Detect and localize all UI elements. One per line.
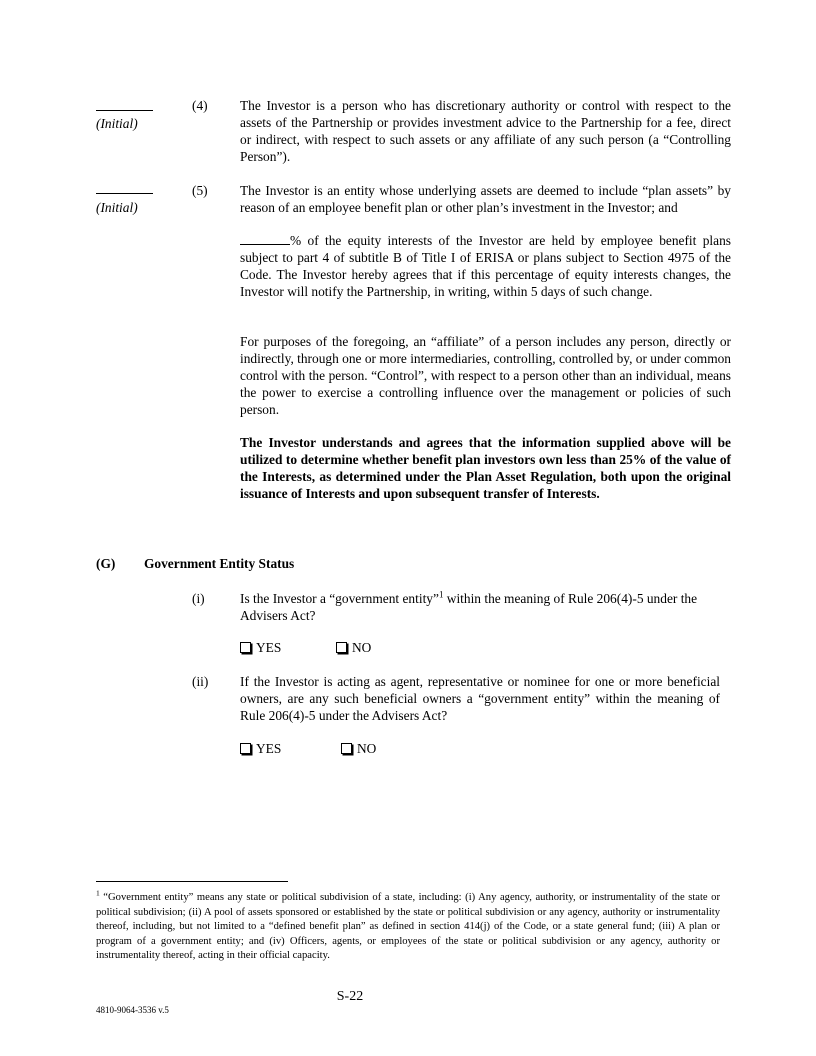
section-letter: (G) (96, 556, 116, 571)
footnote-text: “Government entity” means any state or political subdivision of a state, including: (i) Any agency, authority, or instrumentality of the state or political subdivision; (ii) A pool of assets sponsored or established by the state or political subdivision or any agency, authority or instrumentality thereof, including, but not limited to a “defined benefit plan” as defined in section 414(j) of the Code, or a state general fund; (iii) A plan or program of a government entity; and (iv) Officers, agents, or employees of the state or political subdivision or any agency, authority or instrumentality thereof, acting in their official capacity. (96, 892, 720, 961)
section-title: Government Entity Status (144, 556, 295, 571)
initial-line-5[interactable] (96, 193, 153, 194)
question-i-text-after: within the meaning of Rule 206(4)-5 under the Advisers Act? (240, 591, 698, 623)
equity-percentage-paragraph (240, 232, 731, 300)
question-ii-text: If the Investor is acting as agent, representative or nominee for one or more beneficial owners, are any such beneficial owners a “government entity” within the meaning of Rule 206(4)-5 under the Advisers Act? (240, 674, 720, 723)
footnote (96, 888, 720, 964)
checkbox-icon[interactable] (240, 743, 251, 754)
item-4-text: The Investor is a person who has discretionary authority or control with respect to the assets of the Partnership or provides investment advice to the Partnership for a fee, direct or indirect, with respect to such assets or any affiliate of any such person (a “Controlling Person”). (240, 98, 731, 164)
initial-line-4[interactable] (96, 110, 153, 111)
question-i-text-before: Is the Investor a “government entity” (240, 591, 439, 606)
question-ii-yes-option[interactable] (240, 740, 281, 757)
document-id: 4810-9064-3536 v.5 (96, 1005, 169, 1015)
checkbox-icon[interactable] (341, 743, 352, 754)
acknowledgement-paragraph: The Investor understands and agrees that the information supplied above will be utilized to determine whether benefit plan investors own less than 25% of the value of the Interests, as determined under the Plan Asset Regulation, both upon the original issuance of Interests and upon subsequent transfer of Interests. (240, 435, 731, 501)
yes-label: YES (256, 640, 282, 655)
checkbox-icon[interactable] (336, 642, 347, 653)
question-ii-no-option[interactable] (341, 740, 376, 757)
question-number-ii: (ii) (192, 674, 209, 689)
affiliate-definition-paragraph: For purposes of the foregoing, an “affiliate” of a person includes any person, directly or indirectly, through one or more intermediaries, controlling, controlled by, or under common control with the person. “Control”, with respect to a person other than an individual, means the power to exercise a controlling influence over the management or policies of such person. (240, 334, 731, 417)
question-number-i: (i) (192, 591, 205, 606)
initial-label-4: (Initial) (96, 116, 138, 131)
footnote-ref[interactable]: 1 (438, 589, 444, 600)
item-number-5: (5) (192, 183, 208, 198)
percentage-blank[interactable] (240, 232, 290, 245)
question-i-text (240, 590, 731, 624)
equity-paragraph-text: % of the equity interests of the Investor are held by employee benefit plans subject to part 4 of subtitle B of Title I of ERISA or plans subject to Section 4975 of the Code. The Investor hereby agrees that if this percentage of equity interests changes, the Investor will notify the Partnership, in writing, within 5 days of such change. (240, 233, 731, 299)
item-number-4: (4) (192, 98, 208, 113)
yes-label: YES (256, 741, 282, 756)
checkbox-icon[interactable] (240, 642, 251, 653)
footnote-number: 1 (96, 888, 100, 898)
no-label: NO (357, 741, 377, 756)
item-5-text: The Investor is an entity whose underlying assets are deemed to include “plan assets” by reason of an employee benefit plan or other plan’s investment in the Investor; and (240, 183, 731, 215)
no-label: NO (352, 640, 372, 655)
question-i-yes-option[interactable] (240, 639, 281, 656)
initial-label-5: (Initial) (96, 200, 138, 215)
footnote-separator (96, 881, 288, 882)
question-i-no-option[interactable] (336, 639, 371, 656)
page-number: S-22 (336, 989, 364, 1004)
